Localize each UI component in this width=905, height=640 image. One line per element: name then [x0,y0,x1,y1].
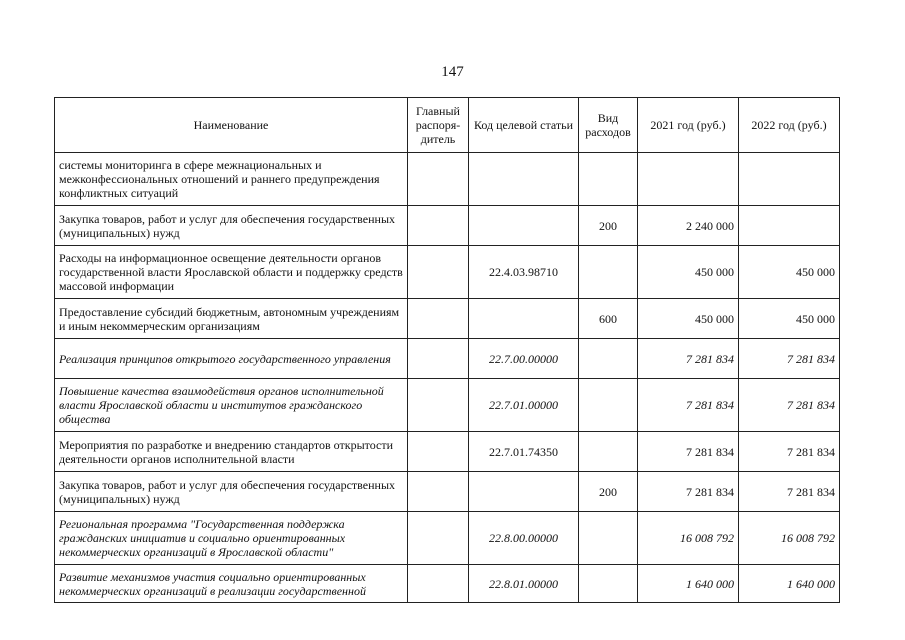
row-name: Региональная программа "Государственная поддержка гражданских инициатив и социально ориентированных некоммерческих организаций в Ярославской области" [55,512,408,565]
table-row [55,206,840,246]
row-code: 22.7.00.00000 [469,339,579,379]
row-kind [579,565,638,603]
row-2021 [638,153,739,206]
table-row [55,299,840,339]
row-name: Расходы на информационное освещение деятельности органов государственной власти Ярославской области и поддержку средств массовой информации [55,246,408,299]
table-header-row [55,98,840,153]
row-code: 22.8.01.00000 [469,565,579,603]
page-number: 147 [441,64,464,80]
row-kind: 200 [579,472,638,512]
table-row [55,153,840,206]
row-2022: 7 281 834 [739,339,840,379]
table-row [55,339,840,379]
header-2022: 2022 год (руб.) [739,98,840,153]
row-name: Реализация принципов открытого государственного управления [55,339,408,379]
row-kind [579,339,638,379]
row-kind [579,512,638,565]
row-2021: 7 281 834 [638,339,739,379]
row-2021: 7 281 834 [638,432,739,472]
table-row [55,512,840,565]
row-2021: 7 281 834 [638,379,739,432]
row-2022: 7 281 834 [739,472,840,512]
header-code: Код целевой статьи [469,98,579,153]
row-name: Развитие механизмов участия социально ориентированных некоммерческих организаций в реализации государственной [55,565,408,603]
row-2021: 16 008 792 [638,512,739,565]
row-chief [408,432,469,472]
table-row [55,565,840,603]
row-code: 22.7.01.00000 [469,379,579,432]
row-2021: 450 000 [638,299,739,339]
header-kind: Вид расходов [579,98,638,153]
row-2022: 1 640 000 [739,565,840,603]
row-name: Закупка товаров, работ и услуг для обеспечения государственных (муниципальных) нужд [55,472,408,512]
row-2022 [739,153,840,206]
row-chief [408,379,469,432]
row-chief [408,339,469,379]
row-name: Предоставление субсидий бюджетным, автономным учреждениям и иным некоммерческим организациям [55,299,408,339]
row-chief [408,472,469,512]
row-2022: 7 281 834 [739,432,840,472]
row-chief [408,512,469,565]
row-name: Закупка товаров, работ и услуг для обеспечения государственных (муниципальных) нужд [55,206,408,246]
row-code: 22.8.00.00000 [469,512,579,565]
row-2022: 450 000 [739,299,840,339]
row-code: 22.4.03.98710 [469,246,579,299]
row-chief [408,153,469,206]
row-2021: 1 640 000 [638,565,739,603]
table-row [55,246,840,299]
row-kind [579,246,638,299]
row-name: Повышение качества взаимодействия органов исполнительной власти Ярославской области и институтов гражданского общества [55,379,408,432]
row-chief [408,565,469,603]
row-code: 22.7.01.74350 [469,432,579,472]
header-name: Наименование [55,98,408,153]
row-chief [408,299,469,339]
row-code [469,206,579,246]
row-2022: 16 008 792 [739,512,840,565]
row-kind: 600 [579,299,638,339]
row-2022 [739,206,840,246]
table-row [55,472,840,512]
header-2021: 2021 год (руб.) [638,98,739,153]
row-kind [579,379,638,432]
row-kind [579,153,638,206]
row-code [469,299,579,339]
row-chief [408,246,469,299]
row-2021: 2 240 000 [638,206,739,246]
row-2021: 450 000 [638,246,739,299]
row-2021: 7 281 834 [638,472,739,512]
row-kind [579,432,638,472]
row-code [469,472,579,512]
row-code [469,153,579,206]
row-name: Мероприятия по разработке и внедрению стандартов открытости деятельности органов исполнительной власти [55,432,408,472]
budget-table [54,97,840,603]
table-row [55,432,840,472]
row-chief [408,206,469,246]
row-2022: 7 281 834 [739,379,840,432]
row-kind: 200 [579,206,638,246]
row-name: системы мониторинга в сфере межнациональных и межконфессиональных отношений и раннего предупреждения конфликтных ситуаций [55,153,408,206]
header-chief: Главный распоря-дитель [408,98,469,153]
row-2022: 450 000 [739,246,840,299]
table-row [55,379,840,432]
